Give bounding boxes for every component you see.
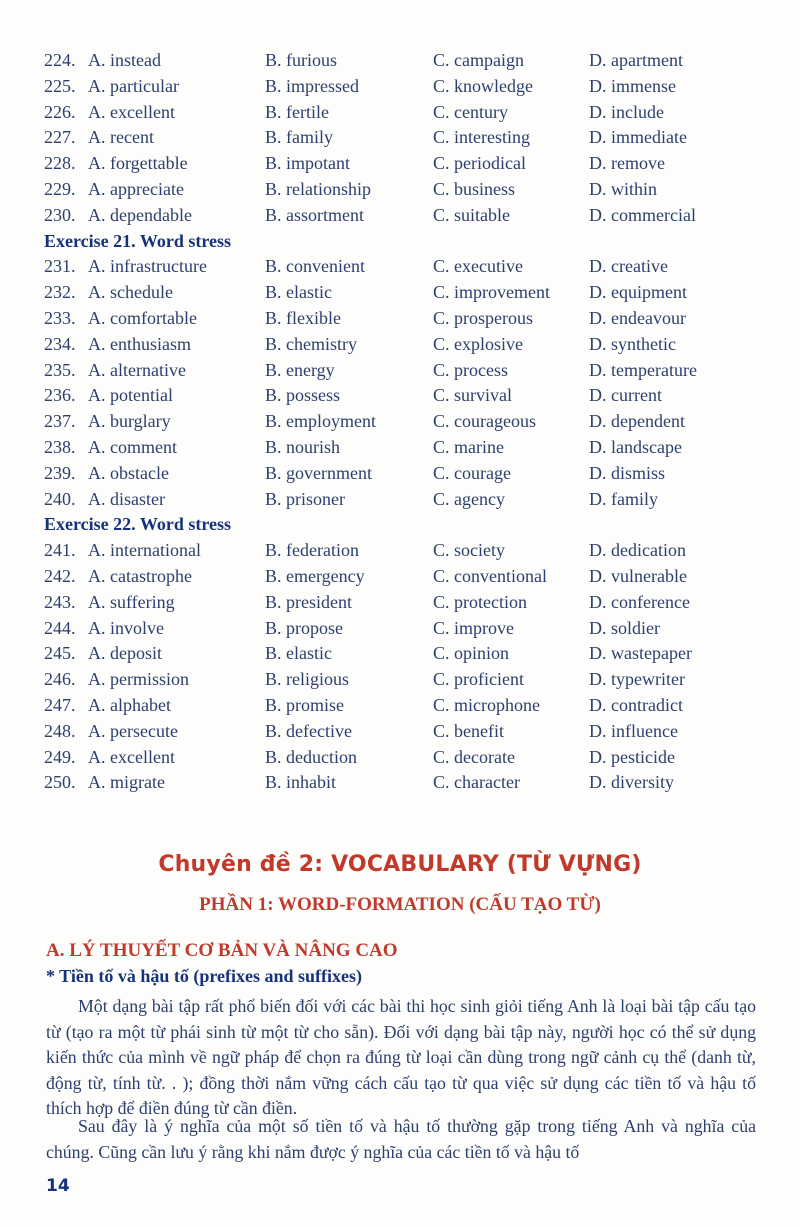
option-b: B. relationship [265,178,371,199]
exercise-20-rows [44,48,764,229]
option-c: C. protection [433,591,527,612]
option-d: D. conference [589,591,690,612]
option-a: A. recent [88,127,154,148]
option-b: B. federation [265,540,359,561]
option-a: A. deposit [88,643,162,664]
question-number: 240. [44,488,76,509]
option-c: C. conventional [433,565,547,586]
question-number: 225. [44,75,76,96]
option-a: A. migrate [88,772,165,793]
option-b: B. nourish [265,436,341,457]
option-b: B. energy [265,359,335,380]
option-a: A. comfortable [88,307,197,328]
option-b: B. defective [265,720,352,741]
option-c: C. executive [433,256,523,277]
body-paragraph-2: Sau đây là ý nghĩa của một số tiền tố và hậu tố thường gặp trong tiếng Anh và nghĩa của chúng. Cũng cần lưu ý rằng khi nắm được ý nghĩa của các tiền tố và hậu tố [46,1116,756,1162]
question-number: 232. [44,282,76,303]
question-row [44,487,764,513]
option-c: C. interesting [433,127,530,148]
option-b: B. inhabit [265,772,336,793]
option-d: D. contradict [589,694,683,715]
question-number: 233. [44,307,76,328]
option-d: D. immense [589,75,676,96]
option-d: D. typewriter [589,669,685,690]
question-row [44,435,764,461]
option-b: B. employment [265,411,376,432]
option-b: B. convenient [265,256,365,277]
sub-heading: * Tiền tố và hậu tố (prefixes and suffixes) [46,966,363,986]
option-b: B. flexible [265,307,341,328]
option-d: D. dedication [589,540,686,561]
option-b: B. assortment [265,204,364,225]
question-number: 236. [44,385,76,406]
option-c: C. microphone [433,694,540,715]
option-d: D. vulnerable [589,565,687,586]
question-row [44,667,764,693]
option-d: D. diversity [589,772,674,793]
option-c: C. benefit [433,720,504,741]
question-number: 243. [44,591,76,612]
option-c: C. knowledge [433,75,533,96]
question-list [44,48,764,796]
question-number: 234. [44,333,76,354]
option-b: B. elastic [265,643,332,664]
option-a: A. permission [88,669,189,690]
option-d: D. current [589,385,662,406]
option-c: C. century [433,101,508,122]
question-row [44,616,764,642]
question-row [44,770,764,796]
option-c: C. proficient [433,669,524,690]
option-a: A. alternative [88,359,186,380]
option-c: C. courage [433,462,511,483]
option-d: D. pesticide [589,746,675,767]
option-c: C. marine [433,436,504,457]
option-b: B. family [265,127,333,148]
option-a: A. excellent [88,746,175,767]
question-row [44,409,764,435]
option-a: A. burglary [88,411,171,432]
option-a: A. catastrophe [88,565,192,586]
option-d: D. family [589,488,658,509]
option-c: C. courageous [433,411,536,432]
option-b: B. impressed [265,75,359,96]
question-number: 247. [44,694,76,715]
option-c: C. periodical [433,153,526,174]
question-row [44,564,764,590]
option-b: B. possess [265,385,341,406]
option-d: D. wastepaper [589,643,692,664]
question-number: 224. [44,50,76,70]
question-number: 237. [44,411,76,432]
option-d: D. influence [589,720,678,741]
option-c: C. prosperous [433,307,533,328]
question-number: 244. [44,617,76,638]
option-d: D. within [589,178,658,199]
option-a: A. persecute [88,720,178,741]
question-row [44,693,764,719]
option-c: C. agency [433,488,505,509]
question-row [44,280,764,306]
option-c: C. opinion [433,643,510,664]
option-c: C. improvement [433,282,550,303]
question-number: 231. [44,256,76,277]
question-number: 239. [44,462,76,483]
question-row [44,100,764,126]
question-row [44,125,764,151]
option-a: A. enthusiasm [88,333,191,354]
option-a: A. particular [88,75,179,96]
exercise-22-heading: Exercise 22. Word stress [44,514,231,535]
option-a: A. international [88,540,201,561]
option-c: C. business [433,178,516,199]
question-row [44,590,764,616]
option-b: B. chemistry [265,333,357,354]
chapter-title: Chuyên đề 2: VOCABULARY (TỪ VỰNG) [158,852,642,877]
option-b: B. fertile [265,101,329,122]
question-row [44,641,764,667]
option-b: B. deduction [265,746,357,767]
option-b: B. promise [265,694,344,715]
option-d: D. equipment [589,282,687,303]
option-d: D. synthetic [589,333,676,354]
question-number: 241. [44,540,76,561]
option-a: A. disaster [88,488,165,509]
option-a: A. potential [88,385,173,406]
option-b: B. prisoner [265,488,345,509]
option-b: B. impotant [265,153,350,174]
question-number: 245. [44,643,76,664]
question-number: 227. [44,127,76,148]
question-number: 230. [44,204,76,225]
option-b: B. religious [265,669,349,690]
question-row [44,151,764,177]
question-number: 250. [44,772,76,793]
question-row [44,177,764,203]
question-row [44,719,764,745]
option-c: C. survival [433,385,512,406]
option-a: A. instead [88,50,161,70]
option-d: D. apartment [589,50,683,70]
question-row [44,745,764,771]
question-row [44,538,764,564]
part-title: PHẦN 1: WORD-FORMATION (CẤU TẠO TỪ) [199,894,601,915]
option-a: A. excellent [88,101,175,122]
question-number: 248. [44,720,76,741]
option-c: C. campaign [433,50,524,70]
option-c: C. improve [433,617,514,638]
question-row [44,74,764,100]
option-a: A. comment [88,436,177,457]
option-a: A. infrastructure [88,256,207,277]
question-number: 226. [44,101,76,122]
exercise-21-heading: Exercise 21. Word stress [44,230,231,251]
option-c: C. explosive [433,333,523,354]
option-d: D. creative [589,256,668,277]
option-a: A. suffering [88,591,175,612]
exercise-22-rows [44,538,764,796]
question-number: 235. [44,359,76,380]
question-number: 238. [44,436,76,457]
option-d: D. landscape [589,436,682,457]
option-d: D. dependent [589,411,685,432]
option-d: D. immediate [589,127,687,148]
option-c: C. suitable [433,204,510,225]
option-a: A. appreciate [88,178,184,199]
question-row [44,461,764,487]
option-c: C. character [433,772,520,793]
option-b: B. emergency [265,565,365,586]
section-heading: A. LÝ THUYẾT CƠ BẢN VÀ NÂNG CAO [46,940,398,961]
page-number: 14 [46,1176,70,1196]
option-a: A. involve [88,617,164,638]
question-row [44,332,764,358]
option-d: D. dismiss [589,462,666,483]
option-b: B. elastic [265,282,332,303]
option-c: C. process [433,359,508,380]
option-a: A. forgettable [88,153,188,174]
question-number: 249. [44,746,76,767]
option-a: A. dependable [88,204,192,225]
question-number: 229. [44,178,76,199]
question-row [44,254,764,280]
option-b: B. government [265,462,372,483]
question-number: 242. [44,565,76,586]
option-b: B. president [265,591,352,612]
option-c: C. decorate [433,746,515,767]
option-d: D. endeavour [589,307,686,328]
option-a: A. alphabet [88,694,171,715]
question-number: 228. [44,153,76,174]
option-d: D. include [589,101,664,122]
option-d: D. remove [589,153,665,174]
option-c: C. society [433,540,505,561]
option-b: B. propose [265,617,343,638]
option-d: D. soldier [589,617,660,638]
option-d: D. commercial [589,204,696,225]
option-b: B. furious [265,50,337,70]
question-row [44,358,764,384]
option-a: A. schedule [88,282,173,303]
exercise-21-rows [44,254,764,512]
question-row [44,48,764,74]
question-row [44,306,764,332]
option-a: A. obstacle [88,462,169,483]
question-row [44,203,764,229]
question-row [44,383,764,409]
question-number: 246. [44,669,76,690]
option-d: D. temperature [589,359,697,380]
body-paragraph-1: Một dạng bài tập rất phổ biến đối với các bài thi học sinh giỏi tiếng Anh là loại bài tập cấu tạo từ (tạo ra một từ phái sinh từ một từ cho sẵn). Đối với dạng bài tập này, người học có thể sử dụng kiến thức của mình về ngữ pháp để chọn ra đúng từ loại cần dùng trong ngữ cảnh cụ thể (danh từ, động từ, tính từ. . ); đồng thời nắm vững cách cấu tạo từ qua việc sử dụng các tiền tố và hậu tố thích hợp để điền đúng từ cần điền. [46,996,756,1118]
